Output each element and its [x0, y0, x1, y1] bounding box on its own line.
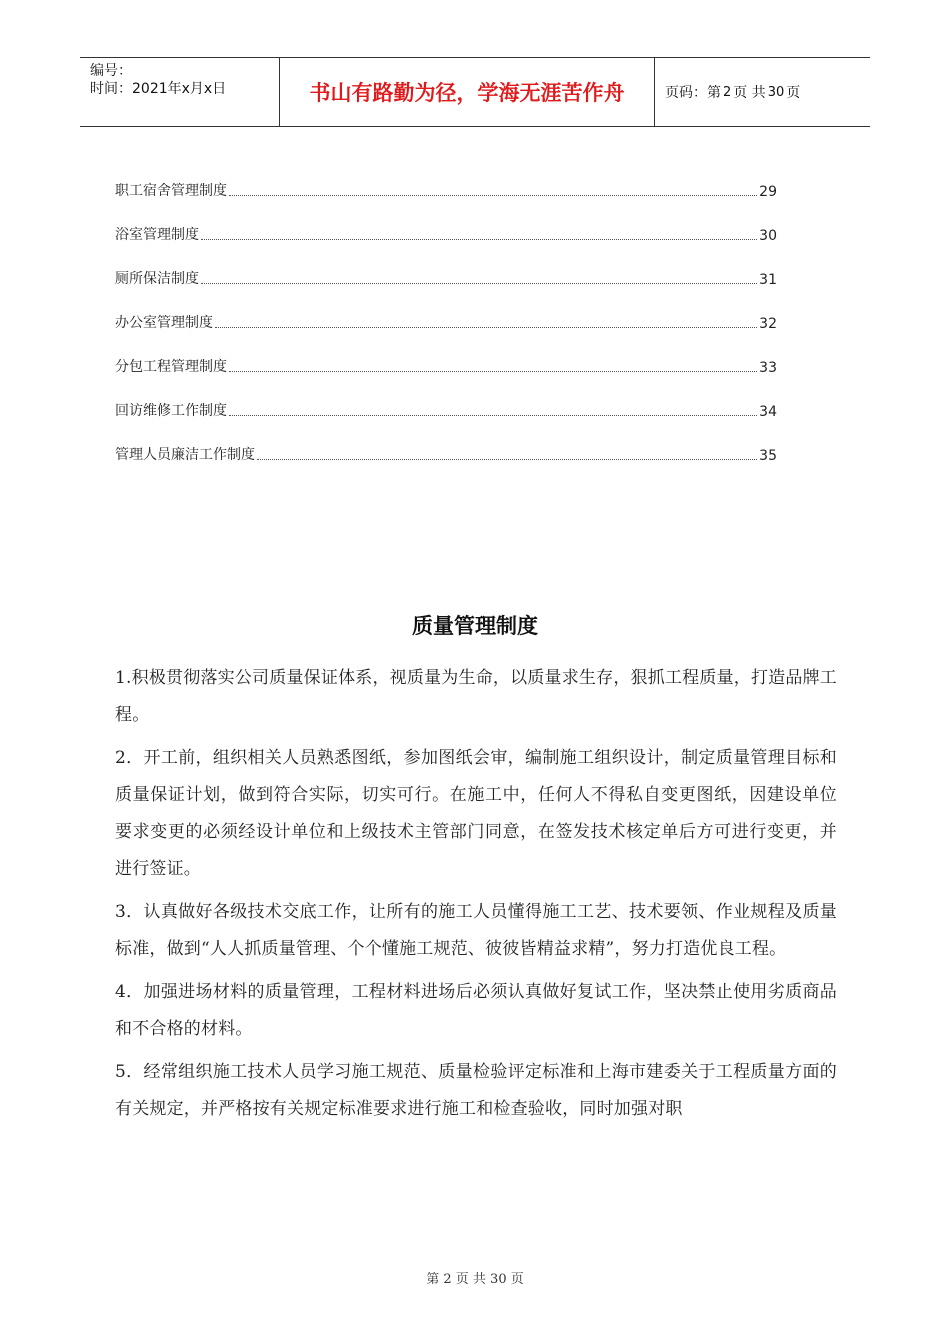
header-meta [80, 58, 280, 126]
page-footer: 第 2 页 共 30 页 [426, 1272, 524, 1287]
section-title: 质量管理制度 [412, 614, 538, 638]
toc-entry[interactable] [115, 376, 777, 420]
page-total: 30 [767, 84, 785, 100]
paragraph: 1.积极贯彻落实公司质量保证体系，视质量为生命，以质量求生存，狠抓工程质量，打造品牌工程。 [115, 668, 837, 725]
toc-page: 30 [759, 228, 777, 244]
toc-page: 35 [759, 448, 777, 464]
toc-entry[interactable] [115, 332, 777, 376]
page-number: 2 [723, 84, 732, 100]
toc-title: 职工宿舍管理制度 [115, 183, 227, 199]
header-motto: 书山有路勤为径，学海无涯苦作舟 [280, 58, 655, 126]
toc-title: 办公室管理制度 [115, 315, 213, 331]
toc-entry[interactable] [115, 288, 777, 332]
toc-page: 34 [759, 404, 777, 420]
paragraph: 5．经常组织施工技术人员学习施工规范、质量检验评定标准和上海市建委关于工程质量方面的有关规定，并严格按有关规定标准要求进行施工和检查验收，同时加强对职 [115, 1062, 837, 1119]
toc-title: 分包工程管理制度 [115, 359, 227, 375]
toc-page: 31 [759, 272, 777, 288]
toc-entry[interactable] [115, 156, 777, 200]
toc-leader [229, 370, 757, 372]
page-header [80, 57, 870, 127]
paragraph: 2．开工前，组织相关人员熟悉图纸，参加图纸会审，编制施工组织设计，制定质量管理目标和质量保证计划，做到符合实际，切实可行。在施工中，任何人不得私自变更图纸，因建设单位要求变更的必须经设计单位和上级技术主管部门同意，在签发技术核定单后方可进行变更，并进行签证。 [115, 748, 837, 879]
toc-leader [215, 326, 757, 328]
toc-page: 29 [759, 184, 777, 200]
number-label: 编号： [90, 63, 132, 79]
toc-title: 回访维修工作制度 [115, 403, 227, 419]
toc-leader [201, 282, 757, 284]
toc-leader [229, 194, 757, 196]
toc-title: 厕所保洁制度 [115, 271, 199, 287]
toc-leader [229, 414, 757, 416]
toc-title: 管理人员廉洁工作制度 [115, 447, 255, 463]
section-body [115, 660, 837, 1134]
page-prefix: 页码：第 [665, 85, 721, 101]
paragraph: 3．认真做好各级技术交底工作，让所有的施工人员懂得施工工艺、技术要领、作业规程及质量标准，做到“人人抓质量管理、个个懂施工规范、彼彼皆精益求精”，努力打造优良工程。 [115, 902, 837, 959]
header-page-info [655, 58, 870, 126]
toc-page: 33 [759, 360, 777, 376]
page-suffix: 页 [786, 85, 801, 101]
time-label: 时间：2021年x月x日 [90, 81, 227, 97]
toc-leader [201, 238, 757, 240]
paragraph: 4．加强进场材料的质量管理，工程材料进场后必须认真做好复试工作，坚决禁止使用劣质商品和不合格的材料。 [115, 982, 837, 1039]
table-of-contents [115, 156, 777, 464]
toc-title: 浴室管理制度 [115, 227, 199, 243]
toc-entry[interactable] [115, 244, 777, 288]
toc-entry[interactable] [115, 420, 777, 464]
page-mid: 页 共 [733, 85, 766, 101]
toc-entry[interactable] [115, 200, 777, 244]
toc-leader [257, 458, 757, 460]
toc-page: 32 [759, 316, 777, 332]
